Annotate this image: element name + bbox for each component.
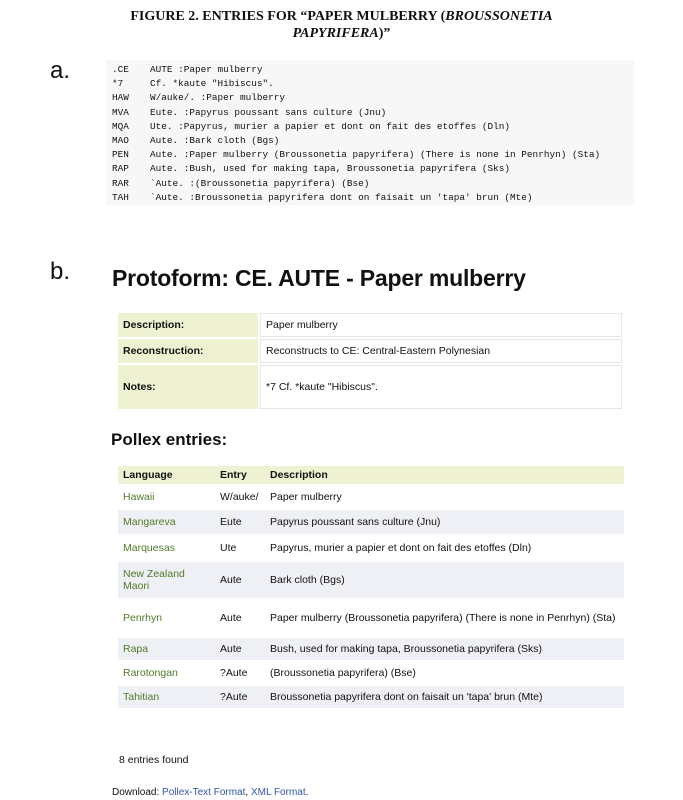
download-line <box>112 787 308 798</box>
entry-description: Papyrus poussant sans culture (Jnu) <box>265 510 624 534</box>
raw-entry-text: Cf. *kaute "Hibiscus". <box>150 78 274 90</box>
raw-entry-text: Aute. :Bark cloth (Bgs) <box>150 135 280 146</box>
raw-entry-row <box>112 77 274 91</box>
download-end: . <box>305 787 309 798</box>
pollex-entries-heading: Pollex entries: <box>111 430 228 449</box>
figure-title-line2: PAPYRIFERA)” <box>292 26 391 41</box>
entry-description: Broussonetia papyrifera dont on faisait un 'tapa' brun (Mte) <box>265 686 624 708</box>
details-row-reconstruction <box>118 339 622 363</box>
panel-b-label: b. <box>50 258 71 285</box>
figure-title <box>0 8 683 42</box>
entry-language-link[interactable]: Mangareva <box>118 510 215 534</box>
download-label: Download: <box>112 787 160 798</box>
entry-description: Bush, used for making tapa, Broussonetia papyrifera (Sks) <box>265 638 624 660</box>
raw-entry-text: AUTE :Paper mulberry <box>150 64 263 75</box>
entry-description: Bark cloth (Bgs) <box>265 562 624 598</box>
entry-language-link[interactable]: Tahitian <box>118 686 215 708</box>
raw-entry-text: Aute. :Paper mulberry (Broussonetia papyrifera) (There is none in Penrhyn) (Sta) <box>150 149 601 161</box>
download-xml-link[interactable]: XML Format <box>250 787 306 798</box>
raw-entry-row <box>112 191 533 205</box>
protoform-details-table <box>116 311 624 411</box>
raw-entry-row <box>112 120 510 134</box>
link-separator: , <box>245 787 251 798</box>
entry-language-link[interactable]: Penrhyn <box>118 600 215 636</box>
entry-form: Aute <box>215 562 265 598</box>
table-header-row <box>118 466 624 484</box>
raw-entry-row <box>112 162 510 176</box>
raw-entry-code: RAR <box>112 177 129 189</box>
panel-a-label: a. <box>50 57 71 84</box>
table-row <box>118 562 624 598</box>
raw-entry-code: PEN <box>112 149 129 161</box>
details-key: Reconstruction: <box>118 339 258 363</box>
table-row <box>118 662 624 684</box>
figure-title-line1: FIGURE 2. ENTRIES FOR “PAPER MULBERRY (BROUSSONETIA <box>130 9 553 24</box>
raw-entry-code: MVA <box>112 106 129 118</box>
entries-count: 8 entries found <box>119 754 189 766</box>
entry-form: Eute <box>215 510 265 534</box>
details-value: *7 Cf. *kaute "Hibiscus". <box>260 365 622 409</box>
raw-entry-row <box>112 63 263 77</box>
raw-entry-code: MAO <box>112 135 129 146</box>
pollex-entries-table <box>118 464 624 710</box>
column-header-entry[interactable]: Entry <box>215 466 265 484</box>
details-value: Reconstructs to CE: Central-Eastern Polynesian <box>260 339 622 363</box>
download-pollex-text-link[interactable]: Pollex-Text Format <box>162 787 246 798</box>
table-row <box>118 510 624 534</box>
raw-entry-text: Aute. :Bush, used for making tapa, Broussonetia papyrifera (Sks) <box>150 163 511 175</box>
raw-entry-code: MQA <box>112 120 129 132</box>
protoform-title: Protoform: CE. AUTE - Paper mulberry <box>112 265 526 291</box>
entry-description: Paper mulberry <box>265 486 624 508</box>
raw-entry-text: Ute. :Papyrus, murier a papier et dont on fait des etoffes (Dln) <box>150 120 511 132</box>
entry-form: W/auke/ <box>215 486 265 508</box>
entry-language-link[interactable]: Rapa <box>118 638 215 660</box>
raw-entry-row <box>112 134 279 148</box>
entry-form: ?Aute <box>215 686 265 708</box>
raw-entry-code: HAW <box>112 92 129 104</box>
raw-entry-row <box>112 91 285 105</box>
table-row <box>118 486 624 508</box>
details-row-notes <box>118 365 622 409</box>
column-header-language[interactable]: Language <box>118 466 215 484</box>
raw-entry-text: Eute. :Papyrus poussant sans culture (Jnu) <box>150 106 387 118</box>
raw-entry-text: W/auke/. :Paper mulberry <box>150 92 286 104</box>
entry-language-link[interactable]: Rarotongan <box>118 662 215 684</box>
details-row-description <box>118 313 622 337</box>
entry-form: Aute <box>215 600 265 636</box>
entry-language-link[interactable]: Marquesas <box>118 536 215 560</box>
table-row <box>118 686 624 708</box>
raw-entry-row <box>112 177 369 191</box>
column-header-description[interactable]: Description <box>265 466 624 484</box>
raw-entry-row <box>112 106 386 120</box>
raw-entry-code: TAH <box>112 191 129 203</box>
raw-entry-text: `Aute. :(Broussonetia papyrifera) (Bse) <box>150 177 370 189</box>
entry-description: Paper mulberry (Broussonetia papyrifera) (There is none in Penrhyn) (Sta) <box>265 600 624 636</box>
table-row <box>118 638 624 660</box>
entry-description: Papyrus, murier a papier et dont on fait des etoffes (Dln) <box>265 536 624 560</box>
entry-form: Aute <box>215 638 265 660</box>
table-row <box>118 600 624 636</box>
raw-entry-text: `Aute. :Broussonetia papyrifera dont on faisait un 'tapa' brun (Mte) <box>150 191 533 203</box>
details-key: Notes: <box>118 365 258 409</box>
entry-description: (Broussonetia papyrifera) (Bse) <box>265 662 624 684</box>
details-key: Description: <box>118 313 258 337</box>
details-value: Paper mulberry <box>260 313 622 337</box>
entry-language-link[interactable]: Hawaii <box>118 486 215 508</box>
entry-form: Ute <box>215 536 265 560</box>
raw-entry-row <box>112 148 600 162</box>
raw-entry-code: *7 <box>112 78 124 90</box>
entry-form: ?Aute <box>215 662 265 684</box>
entry-language-link[interactable]: New Zealand Maori <box>118 562 215 598</box>
raw-entry-code: .CE <box>112 64 129 75</box>
raw-entry-code: RAP <box>112 163 129 175</box>
table-row <box>118 536 624 560</box>
